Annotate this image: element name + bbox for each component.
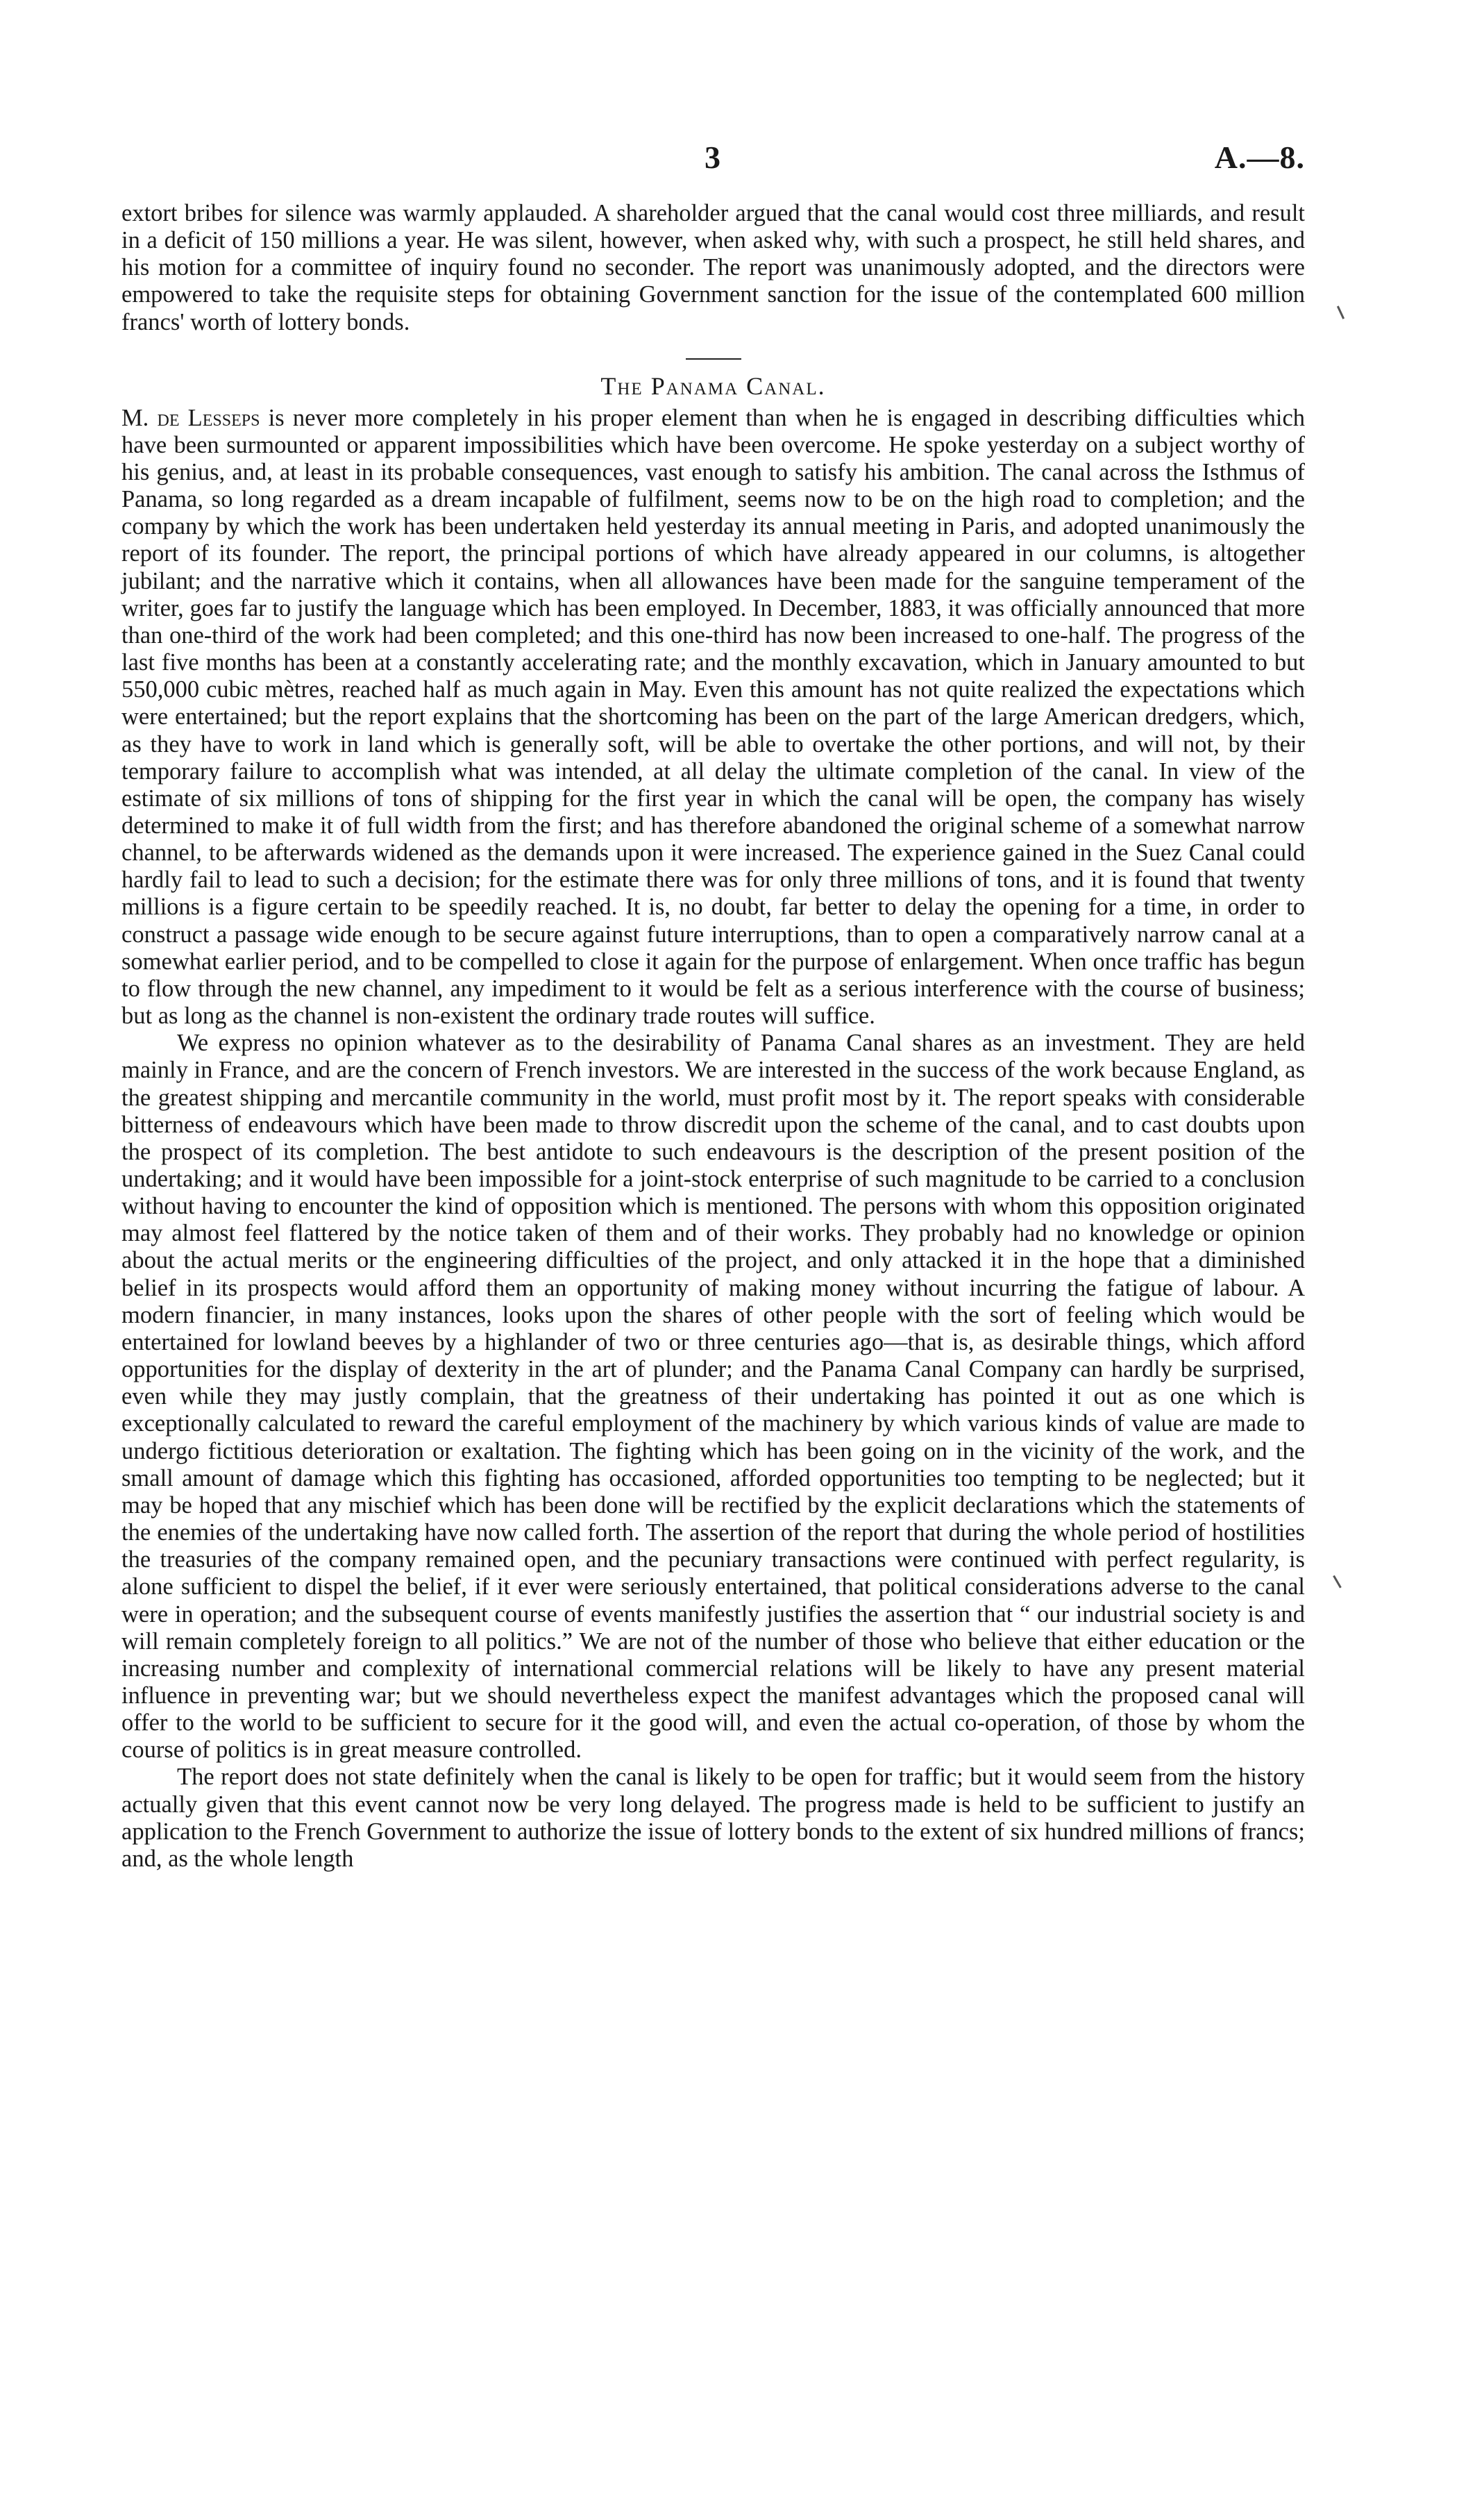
- article-body: [121, 200, 1305, 1873]
- paragraph-1-text: is never more completely in his proper element than when he is engaged in describing difficulties which have been surmounted or apparent impossibilities which have been overcome. He spoke yesterday on a subject worthy of his genius, and, at least in its probable consequences, vast enough to satisfy his ambition. The canal across the Isthmus of Panama, so long regarded as a dream incapable of fulfilment, seems now to be on the high road to completion; and the company by which the work has been undertaken held yesterday its annual meeting in Paris, and adopted unanimously the report of its founder. The report, the principal portions of which have already appeared in our columns, is altogether jubilant; and the narrative which it contains, when all allowances have been made for the sanguine temperament of the writer, goes far to justify the language which has been employed. In December, 1883, it was officially announced that more than one-third of the work had been completed; and this one-third has now been increased to one-half. The progress of the last five months has been at a constantly accelerating rate; and the monthly excavation, which in January amounted to but 550,000 cubic mètres, reached half as much again in May. Even this amount has not quite realized the expectations which were entertained; but the report explains that the shortcoming has been on the part of the large American dredgers, which, as they have to work in land which is generally soft, will be able to overtake the other portions, and will not, by their temporary failure to accomplish what was intended, at all delay the ultimate completion of the canal. In view of the estimate of six millions of tons of shipping for the first year in which the canal will be open, the company has wisely determined to make it of full width from the first; and has therefore abandoned the original scheme of a somewhat narrow channel, to be afterwards widened as the demands upon it were increased. The experience gained in the Suez Canal could hardly fail to lead to such a decision; for the estimate there was for only three millions of tons, and it is found that twenty millions is a figure certain to be speedily reached. It is, no doubt, far better to delay the opening for a time, in order to construct a passage wide enough to be secure against future interruptions, than to open a comparatively narrow canal at a somewhat earlier period, and to be compelled to close it again for the purpose of enlargement. When once traffic has begun to flow through the new channel, any impediment to it would be felt as a serious interference with the course of business; but as long as the channel is non-existent the ordinary trade routes will suffice.: [121, 404, 1306, 1030]
- margin-mark: [1333, 1575, 1342, 1589]
- document-reference: A.—8.: [1214, 140, 1305, 175]
- section-divider: [686, 358, 741, 360]
- panama-paragraph-2: We express no opinion whatever as to the desirability of Panama Canal shares as an investment. They are held mainly in France, and are the concern of French investors. We are interested in the success of the work because England, as the greatest shipping and mercantile community in the world, must profit most by it. The report speaks with considerable bitterness of endeavours which have been made to throw discredit upon the scheme of the canal, and to cast doubts upon the prospect of its completion. The best antidote to such endeavours is the description of the present position of the undertaking; and it would have been impossible for a joint-stock enterprise of such magnitude to be carried to a conclusion without having to encounter the kind of opposition which is mentioned. The persons with whom this opposition originated may almost feel flattered by the notice taken of them and of their works. They probably had no knowledge or opinion about the actual merits or the engineering difficulties of the project, and only attacked it in the hope that a diminished belief in its prospects would afford them an opportunity of making money without incurring the fatigue of labour. A modern financier, in many instances, looks upon the shares of other people with the sort of feeling which would be entertained for lowland beeves by a highlander of two or three centuries ago—that is, as desirable things, which afford opportunities for the display of dexterity in the art of plunder; and the Panama Canal Company can hardly be surprised, even while they may justly complain, that the greatness of their undertaking has pointed it out as one which is exceptionally calculated to reward the careful employment of the machinery by which various kinds of value are made to undergo fictitious deterioration or exaltation. The fighting which has been going on in the vicinity of the work, and the small amount of damage which this fighting has occasioned, afforded opportunities too tempting to be neglected; but it may be hoped that any mischief which has been done will be rectified by the explicit declarations which the statements of the enemies of the undertaking have now called forth. The assertion of the report that during the whole period of hostilities the treasuries of the company remained open, and the pecuniary transactions were continued with perfect regularity, is alone sufficient to dispel the belief, if it ever were seriously entertained, that political considerations adverse to the canal were in operation; and the subsequent course of events manifestly justifies the assertion that “ our industrial society is and will remain completely foreign to all politics.” We are not of the number of those who believe that either education or the increasing number and complexity of international commercial relations will be likely to have any present material influence in preventing war; but we should nevertheless expect the manifest advantages which the proposed canal will offer to the world to be sufficient to secure for it the good will, and even the actual co-operation, of those by whom the course of politics is in great measure controlled.: [121, 1030, 1305, 1764]
- panama-paragraph-3: The report does not state definitely when the canal is likely to be open for traffic; but it would seem from the history actually given that this event cannot now be very long delayed. The progress made is held to be sufficient to justify an application to the French Government to authorize the issue of lottery bonds to the extent of six hundred millions of francs; and, as the whole length: [121, 1764, 1305, 1872]
- margin-mark: [1337, 306, 1344, 319]
- page-number: 3: [705, 140, 720, 175]
- intro-paragraph: extort bribes for silence was warmly applauded. A shareholder argued that the canal would cost three milliards, and result in a deficit of 150 millions a year. He was silent, however, when asked why, with such a prospect, he still held shares, and his motion for a committee of inquiry found no seconder. The report was unanimously adopted, and the directors were empowered to take the requisite steps for obtaining Government sanction for the issue of the contemplated 600 million francs' worth of lottery bonds.: [121, 200, 1305, 335]
- page-header: [121, 139, 1305, 187]
- lead-name: M. de Lesseps: [121, 404, 260, 431]
- panama-paragraph-1: [121, 405, 1305, 1030]
- section-title: The Panama Canal.: [600, 371, 826, 400]
